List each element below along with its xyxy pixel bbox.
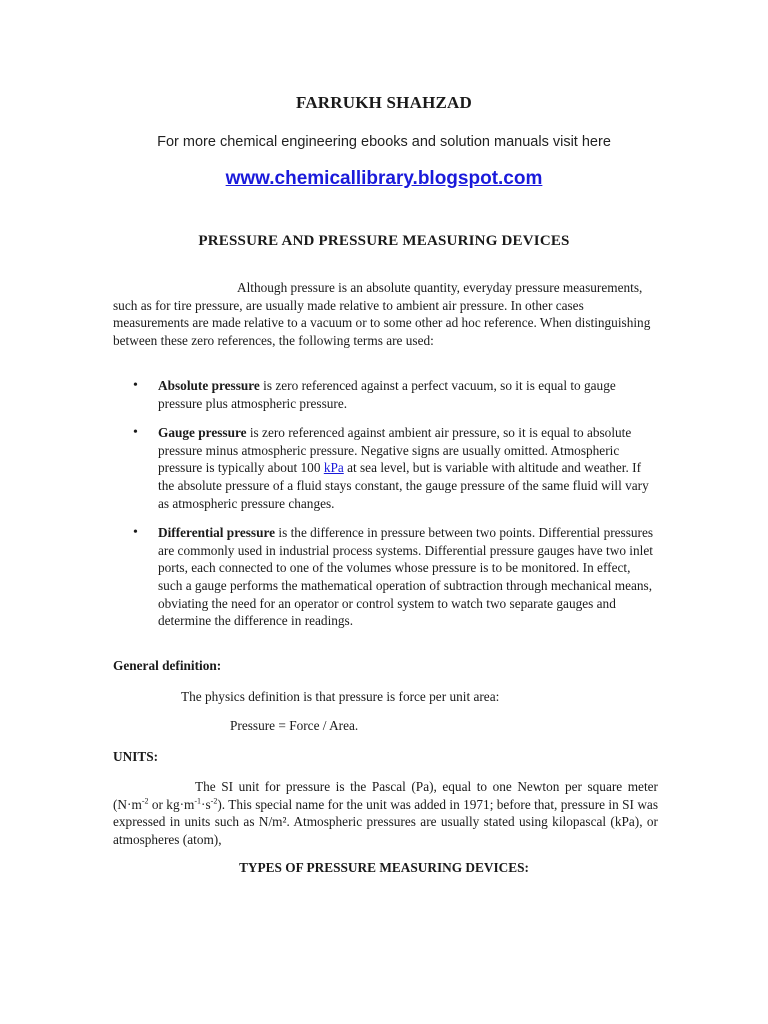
document-title: PRESSURE AND PRESSURE MEASURING DEVICES	[198, 233, 570, 249]
bullet-icon: •	[133, 525, 138, 541]
intro-text: Although pressure is an absolute quantity, everyday pressure measurements, such as for tire pressure, are usually made relative to ambient air pressure. In other cases measurements are made relative to a vacuum or to some other ad hoc reference. When distinguishing between these zero references, the following terms are used:	[113, 280, 651, 348]
term-description: is the difference in pressure between two points. Differential pressures are commonly used in industrial process systems. Differential pressure gauges have two inlet ports, each connected to one of the volumes whose pressure is to be monitored. In effect, such a gauge performs the mathematical operation of subtraction through mechanical means, obviating the need for an operator or control system to watch two separate gauges and determine the difference in readings.	[158, 525, 654, 629]
pressure-formula: Pressure = Force / Area.	[230, 718, 359, 733]
units-heading: UNITS:	[113, 749, 159, 764]
list-item	[113, 424, 658, 512]
term-absolute-pressure: Absolute pressure	[158, 378, 260, 393]
pressure-terms-list	[113, 377, 658, 642]
intro-paragraph	[113, 279, 658, 349]
bullet-icon: •	[133, 378, 138, 393]
kpa-link[interactable]: kPa	[323, 460, 344, 476]
site-link[interactable]: www.chemicallibrary.blogspot.com	[225, 168, 543, 189]
term-description: is zero referenced against ambient air pressure, so it is equal to absolute pressure minus atmospheric pressure. Negative signs are usually omitted. Atmospheric pressure is typically about 100	[158, 425, 632, 476]
physics-definition: The physics definition is that pressure is force per unit area:	[181, 689, 500, 704]
units-text-part: or kg·m	[148, 796, 195, 812]
exponent: -2	[141, 796, 149, 806]
units-text-part: ). This special name for the unit was added in 1971; before that, pressure in SI was expressed in units such as N/m². Atmospheric pressures are usually stated using kilopascal (kPa), or atmospheres (atom),	[113, 796, 658, 847]
list-item	[113, 524, 658, 630]
exponent: -2	[210, 796, 218, 806]
term-description: is zero referenced against a perfect vacuum, so it is equal to gauge pressure plus atmospheric pressure.	[158, 378, 616, 411]
term-gauge-pressure: Gauge pressure	[158, 425, 247, 441]
units-text-part: ·s	[201, 796, 211, 812]
general-definition-heading: General definition:	[113, 658, 222, 673]
units-paragraph	[113, 778, 658, 848]
term-differential-pressure: Differential pressure	[158, 525, 276, 541]
promo-text: For more chemical engineering ebooks and solution manuals visit here	[157, 134, 611, 150]
exponent: -1	[194, 796, 202, 806]
term-description-cont: at sea level, but is variable with altitude and weather. If the absolute pressure of a fluid stays constant, the gauge pressure of the same fluid will vary as atmospheric pressure changes.	[158, 460, 649, 511]
bullet-icon: •	[133, 425, 138, 441]
types-heading: TYPES OF PRESSURE MEASURING DEVICES:	[239, 860, 529, 875]
list-item	[113, 377, 658, 412]
author-name: FARRUKH SHAHZAD	[296, 93, 472, 112]
units-text-part: The SI unit for pressure is the Pascal (Pa), equal to one Newton per square meter (N·m	[113, 779, 658, 812]
